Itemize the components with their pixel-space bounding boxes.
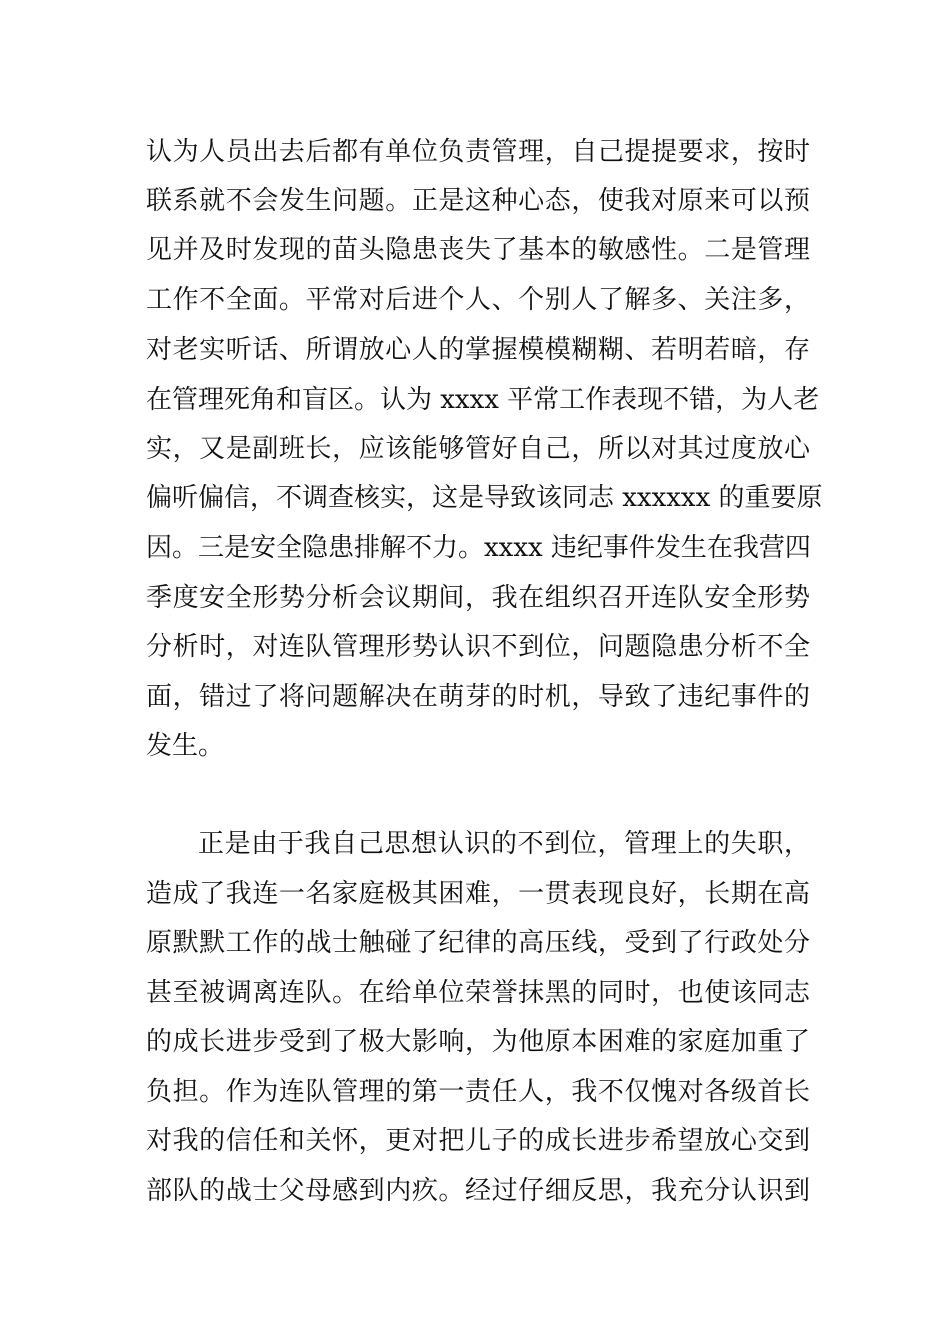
text-line: 实，又是副班长，应该能够管好自己，所以对其过度放心 bbox=[146, 434, 810, 464]
text-line: 工作不全面。平常对后进个人、个别人了解多、关注多， bbox=[146, 285, 810, 315]
text-line: 季度安全形势分析会议期间，我在组织召开连队安全形势 bbox=[146, 583, 810, 613]
text-line: 面，错过了将问题解决在萌芽的时机，导致了违纪事件的 bbox=[146, 682, 810, 712]
text-line: 造成了我连一名家庭极其困难，一贯表现良好，长期在高 bbox=[146, 879, 810, 909]
text-line: 原默默工作的战士触碰了纪律的高压线，受到了行政处分 bbox=[146, 928, 810, 958]
text-line: 对我的信任和关怀，更对把儿子的成长进步希望放心交到 bbox=[146, 1126, 810, 1156]
text-line: 负担。作为连队管理的第一责任人，我不仅愧对各级首长 bbox=[146, 1077, 810, 1107]
text-line: 甚至被调离连队。在给单位荣誉抹黑的同时，也使该同志 bbox=[146, 978, 810, 1008]
text-line: 的成长进步受到了极大影响，为他原本困难的家庭加重了 bbox=[146, 1027, 810, 1057]
text-line: 分析时，对连队管理形势认识不到位，问题隐患分析不全 bbox=[146, 632, 810, 662]
text-line: 联系就不会发生问题。正是这种心态，使我对原来可以预 bbox=[146, 186, 810, 216]
text-line: 因。三是安全隐患排解不力。xxxx 违纪事件发生在我营四 bbox=[146, 533, 811, 563]
text-line: 偏听偏信，不调查核实，这是导致该同志 xxxxxx 的重要原 bbox=[146, 483, 823, 513]
text-line: 见并及时发现的苗头隐患丧失了基本的敏感性。二是管理 bbox=[146, 235, 810, 265]
text-line: 部队的战士父母感到内疚。经过仔细反思，我充分认识到 bbox=[146, 1176, 810, 1206]
text-line: 对老实听话、所谓放心人的掌握模模糊糊、若明若暗，存 bbox=[146, 335, 810, 365]
text-line: 认为人员出去后都有单位负责管理，自己提提要求，按时 bbox=[146, 137, 810, 167]
text-line: 在管理死角和盲区。认为 xxxx 平常工作表现不错，为人老 bbox=[146, 385, 820, 415]
text-line: 正是由于我自己思想认识的不到位，管理上的失职， bbox=[198, 829, 810, 859]
text-line: 发生。 bbox=[146, 731, 225, 761]
